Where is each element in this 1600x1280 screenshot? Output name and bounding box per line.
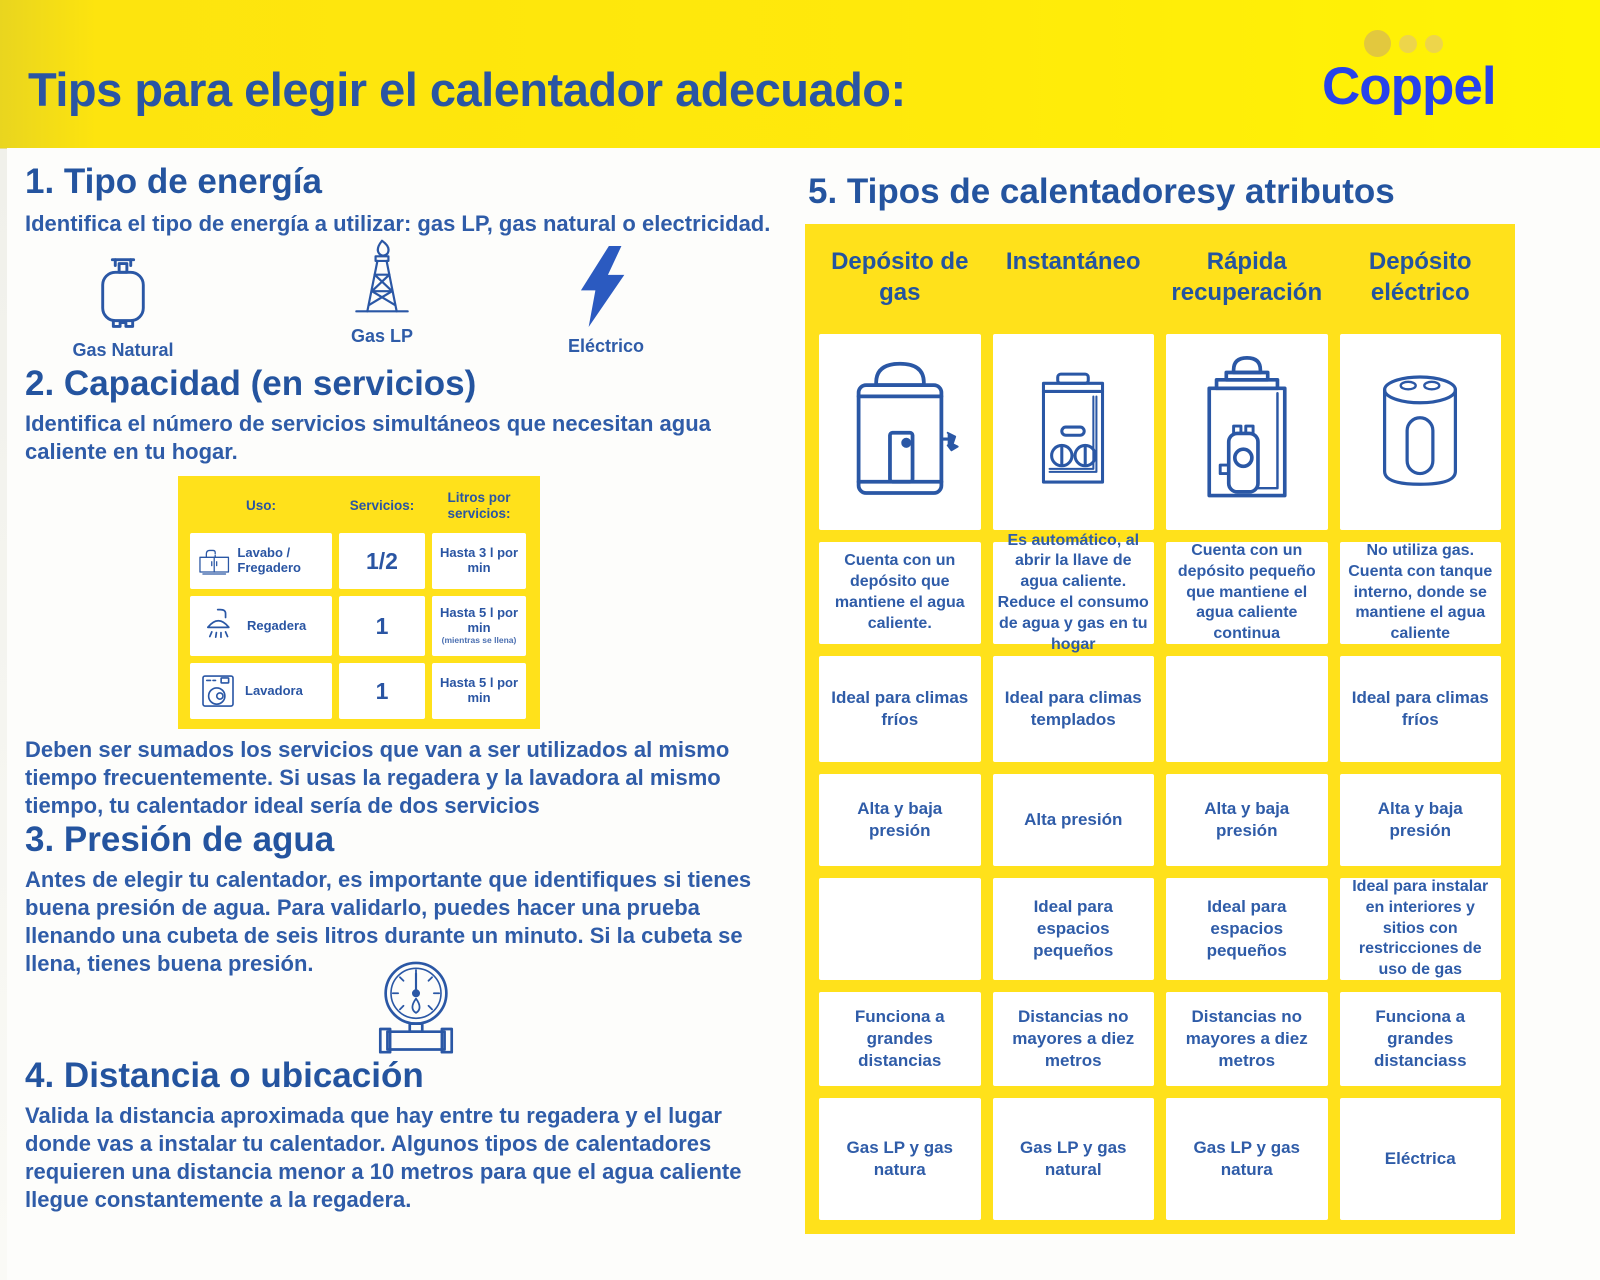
water-heater-gas-tank-icon bbox=[831, 350, 969, 513]
water-heater-instant-icon bbox=[1017, 366, 1129, 498]
page-title: Tips para elegir el calentador adecuado: bbox=[28, 63, 906, 116]
heater-col-title: Rápida recuperación bbox=[1171, 248, 1323, 307]
washing-machine-icon bbox=[198, 671, 238, 711]
capacity-servicios-value: 1/2 bbox=[339, 533, 425, 589]
litros-text: Hasta 3 l por min bbox=[439, 545, 519, 575]
logo-dot-large bbox=[1364, 30, 1391, 57]
attr-distancia-cell: Distancias no mayores a diez metros bbox=[1166, 992, 1328, 1086]
shower-icon bbox=[198, 607, 240, 645]
heater-col-title: Depósito eléctrico bbox=[1368, 248, 1472, 307]
capacity-col-header: Uso: bbox=[246, 498, 276, 514]
coppel-logo-dots-icon bbox=[1364, 30, 1443, 57]
logo-dot-small bbox=[1399, 35, 1417, 53]
heater-icon-cell bbox=[819, 334, 981, 530]
attr-desc-cell: Cuenta con un depósito pequeño que mantiene el agua caliente continua bbox=[1166, 542, 1328, 644]
page-edge-strip bbox=[0, 0, 7, 1280]
capacity-litros-value bbox=[432, 663, 526, 719]
attr-espacio-cell bbox=[819, 878, 981, 980]
litros-note: (mientras se llena) bbox=[441, 635, 517, 646]
attr-clima-cell bbox=[1166, 656, 1328, 762]
heater-icon-cell bbox=[993, 334, 1155, 530]
attr-espacio-cell: Ideal para espacios pequeños bbox=[1166, 878, 1328, 980]
section2-footnote: Deben ser sumados los servicios que van a ser utilizados al mismo tiempo frecuentemente. Si usas la regadera y la lavadora al mismo tiempo, tu calentador ideal sería de dos servicios bbox=[25, 737, 730, 819]
attr-desc-cell: No utiliza gas. Cuenta con tanque interno, donde se mantiene el agua caliente bbox=[1340, 542, 1502, 644]
gas-derrick-icon bbox=[349, 238, 415, 322]
capacity-table bbox=[178, 476, 540, 729]
header-banner bbox=[0, 0, 1600, 148]
water-heater-rapid-icon bbox=[1180, 353, 1314, 511]
capacity-servicios-value: 1 bbox=[339, 663, 425, 719]
energy-gas-natural bbox=[62, 252, 184, 361]
coppel-wordmark: Coppel bbox=[1322, 57, 1496, 116]
lightning-icon bbox=[579, 246, 633, 327]
attr-presion-cell: Alta y baja presión bbox=[1340, 774, 1502, 866]
capacity-uso-label: Regadera bbox=[247, 617, 307, 633]
section3-heading: 3. Presión de agua bbox=[25, 820, 335, 859]
section3-body: Antes de elegir tu calentador, es importante que identifiques si tienes buena presión de agua. Para validarlo, puedes hacer una prueba llenando una cubeta de seis litros durante un minuto. Si la cubeta se llena, tienes buena presión. bbox=[25, 867, 752, 977]
attr-presion-cell: Alta y baja presión bbox=[1166, 774, 1328, 866]
attr-presion-cell: Alta y baja presión bbox=[819, 774, 981, 866]
energy-label: Gas LP bbox=[350, 326, 414, 347]
logo-dot-small bbox=[1425, 35, 1443, 53]
attr-clima-cell: Ideal para climas fríos bbox=[819, 656, 981, 762]
heater-icon-cell bbox=[1340, 334, 1502, 530]
attr-espacio-cell: Ideal para instalar en interiores y sitios con restricciones de uso de gas bbox=[1340, 878, 1502, 980]
attr-energia-cell: Gas LP y gas natura bbox=[1166, 1098, 1328, 1220]
capacity-row-uso bbox=[190, 663, 332, 719]
energy-gas-lp bbox=[318, 238, 446, 347]
attr-presion-cell: Alta presión bbox=[993, 774, 1155, 866]
capacity-litros-value bbox=[432, 596, 526, 656]
section4-heading: 4. Distancia o ubicación bbox=[25, 1056, 424, 1095]
capacity-col-header: Servicios: bbox=[349, 498, 415, 514]
attr-clima-cell: Ideal para climas templados bbox=[993, 656, 1155, 762]
capacity-col-header: Litros por servicios: bbox=[447, 490, 511, 521]
attr-desc-cell: Es automático, al abrir la llave de agua caliente. Reduce el consumo de agua y gas en tu hogar bbox=[993, 542, 1155, 644]
litros-text: Hasta 5 l por min bbox=[439, 675, 519, 705]
energy-label: Eléctrico bbox=[567, 336, 645, 356]
attr-espacio-cell: Ideal para espacios pequeños bbox=[993, 878, 1155, 980]
attr-distancia-cell: Funciona a grandes distanciass bbox=[1340, 992, 1502, 1086]
capacity-litros-value bbox=[432, 533, 526, 589]
section1-heading: 1. Tipo de energía bbox=[25, 162, 322, 201]
section1-subtitle: Identifica el tipo de energía a utilizar: gas LP, gas natural o electricidad. bbox=[25, 211, 771, 236]
attr-energia-cell: Gas LP y gas natural bbox=[993, 1098, 1155, 1220]
water-heater-electric-icon bbox=[1361, 362, 1479, 501]
capacity-uso-label: Lavabo / Fregadero bbox=[237, 545, 301, 575]
pressure-gauge-icon bbox=[366, 954, 466, 1059]
gas-tank-icon bbox=[94, 252, 152, 333]
heater-icon-cell bbox=[1166, 334, 1328, 530]
heater-types-table bbox=[805, 224, 1515, 1234]
attr-distancia-cell: Distancias no mayores a diez metros bbox=[993, 992, 1155, 1086]
attr-clima-cell: Ideal para climas fríos bbox=[1340, 656, 1502, 762]
section2-heading: 2. Capacidad (en servicios) bbox=[25, 364, 477, 403]
coppel-logo bbox=[1322, 20, 1522, 117]
heater-col-title: Instantáneo bbox=[1005, 248, 1141, 275]
energy-label: Gas Natural bbox=[72, 340, 174, 361]
attr-energia-cell: Gas LP y gas natura bbox=[819, 1098, 981, 1220]
section4-body: Valida la distancia aproximada que hay entre tu regadera y el lugar donde vas a instalar tu calentador. Algunos tipos de calentadores requieren una distancia menor a 10 metros para que el agua caliente llegue constantemente a la regadera. bbox=[25, 1103, 742, 1213]
sink-icon bbox=[198, 547, 230, 575]
heater-col-title: Depósito de gas bbox=[831, 248, 969, 307]
attr-distancia-cell: Funciona a grandes distancias bbox=[819, 992, 981, 1086]
attr-energia-cell: Eléctrica bbox=[1340, 1098, 1502, 1220]
capacity-uso-label: Lavadora bbox=[245, 682, 303, 698]
attr-desc-cell: Cuenta con un depósito que mantiene el agua caliente. bbox=[819, 542, 981, 644]
capacity-row-uso bbox=[190, 596, 332, 656]
section5-heading: 5. Tipos de calentadoresy atributos bbox=[808, 172, 1395, 211]
capacity-servicios-value: 1 bbox=[339, 596, 425, 656]
litros-text: Hasta 5 l por min bbox=[439, 605, 519, 636]
capacity-row-uso bbox=[190, 533, 332, 589]
energy-electrico bbox=[545, 246, 667, 357]
section2-subtitle: Identifica el número de servicios simultáneos que necesitan agua caliente en tu hogar. bbox=[25, 411, 711, 465]
